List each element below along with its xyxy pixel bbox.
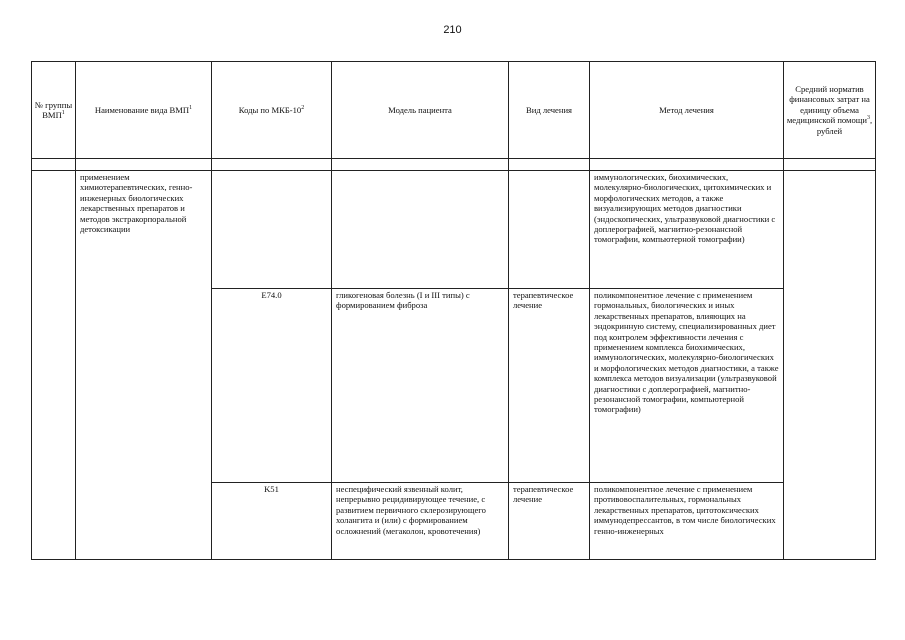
- treatment-type-cell: [509, 171, 590, 289]
- table-row: [32, 171, 876, 289]
- treatment-type-cell: терапевтическое лечение: [509, 289, 590, 483]
- patient-model-cell: [332, 171, 509, 289]
- header-patient-model: Модель пациента: [332, 62, 509, 159]
- code-cell: [212, 171, 332, 289]
- page-number: 210: [443, 24, 462, 36]
- vmp-table: [31, 61, 876, 560]
- vmp-name-cell: применением химиотерапевтических, генно-инженерных биологических лекарственных препаратов и методов экстракорпоральной детоксикации: [76, 171, 212, 560]
- header-treatment-type: Вид лечения: [509, 62, 590, 159]
- header-treatment-method: Метод лечения: [590, 62, 784, 159]
- header-group-no: № группы ВМП$^1$: [32, 62, 76, 159]
- patient-model-cell: неспецифический язвенный колит, непрерывно рецидивирующее течение, с развитием первичного склерозирующего холангита и (или) с формированием осложнений (мегаколон, кровотечения): [332, 483, 509, 560]
- average-cost-cell: [784, 171, 876, 560]
- spacer-row: [32, 159, 876, 171]
- treatment-method-cell: поликомпонентное лечение с применением противовоспалительных, гормональных лекарственных препаратов, цитотоксических иммунодепрессантов, в том числе биологических генно-инженерных: [590, 483, 784, 560]
- header-row: [32, 62, 876, 159]
- treatment-method-cell: поликомпонентное лечение с применением гормональных, биологических и иных лекарственных препаратов, влияющих на эндокринную систему, специализированных диет под контролем эффективности лечения с применением комплекса биохимических, иммунологических, молекулярно-биологических и морфологических методов диагностики, а также комплекса методов визуализации (ультразвуковой диагностики с доплерографией, магнитно-резонансной томографии, компьютерной томографии): [590, 289, 784, 483]
- patient-model-cell: гликогеновая болезнь (I и III типы) с формированием фиброза: [332, 289, 509, 483]
- header-vmp-name: Наименование вида ВМП$^1$: [76, 62, 212, 159]
- code-cell: K51: [212, 483, 332, 560]
- group-no-cell: [32, 171, 76, 560]
- header-codes: Коды по МКБ-$10^2$: [212, 62, 332, 159]
- code-cell: E74.0: [212, 289, 332, 483]
- treatment-type-cell: терапевтическое лечение: [509, 483, 590, 560]
- header-average-cost: Средний норматив финансовых затрат на единицу объема медицинской помощи$^3$, рублей: [784, 62, 876, 159]
- treatment-method-cell: иммунологических, биохимических, молекулярно-биологических, цитохимических и морфологических методов, а также визуализирующих методов диагностики (эндоскопических, ультразвуковой диагностики с доплерографией, магнитно-резонансной томографии, компьютерной томографии): [590, 171, 784, 289]
